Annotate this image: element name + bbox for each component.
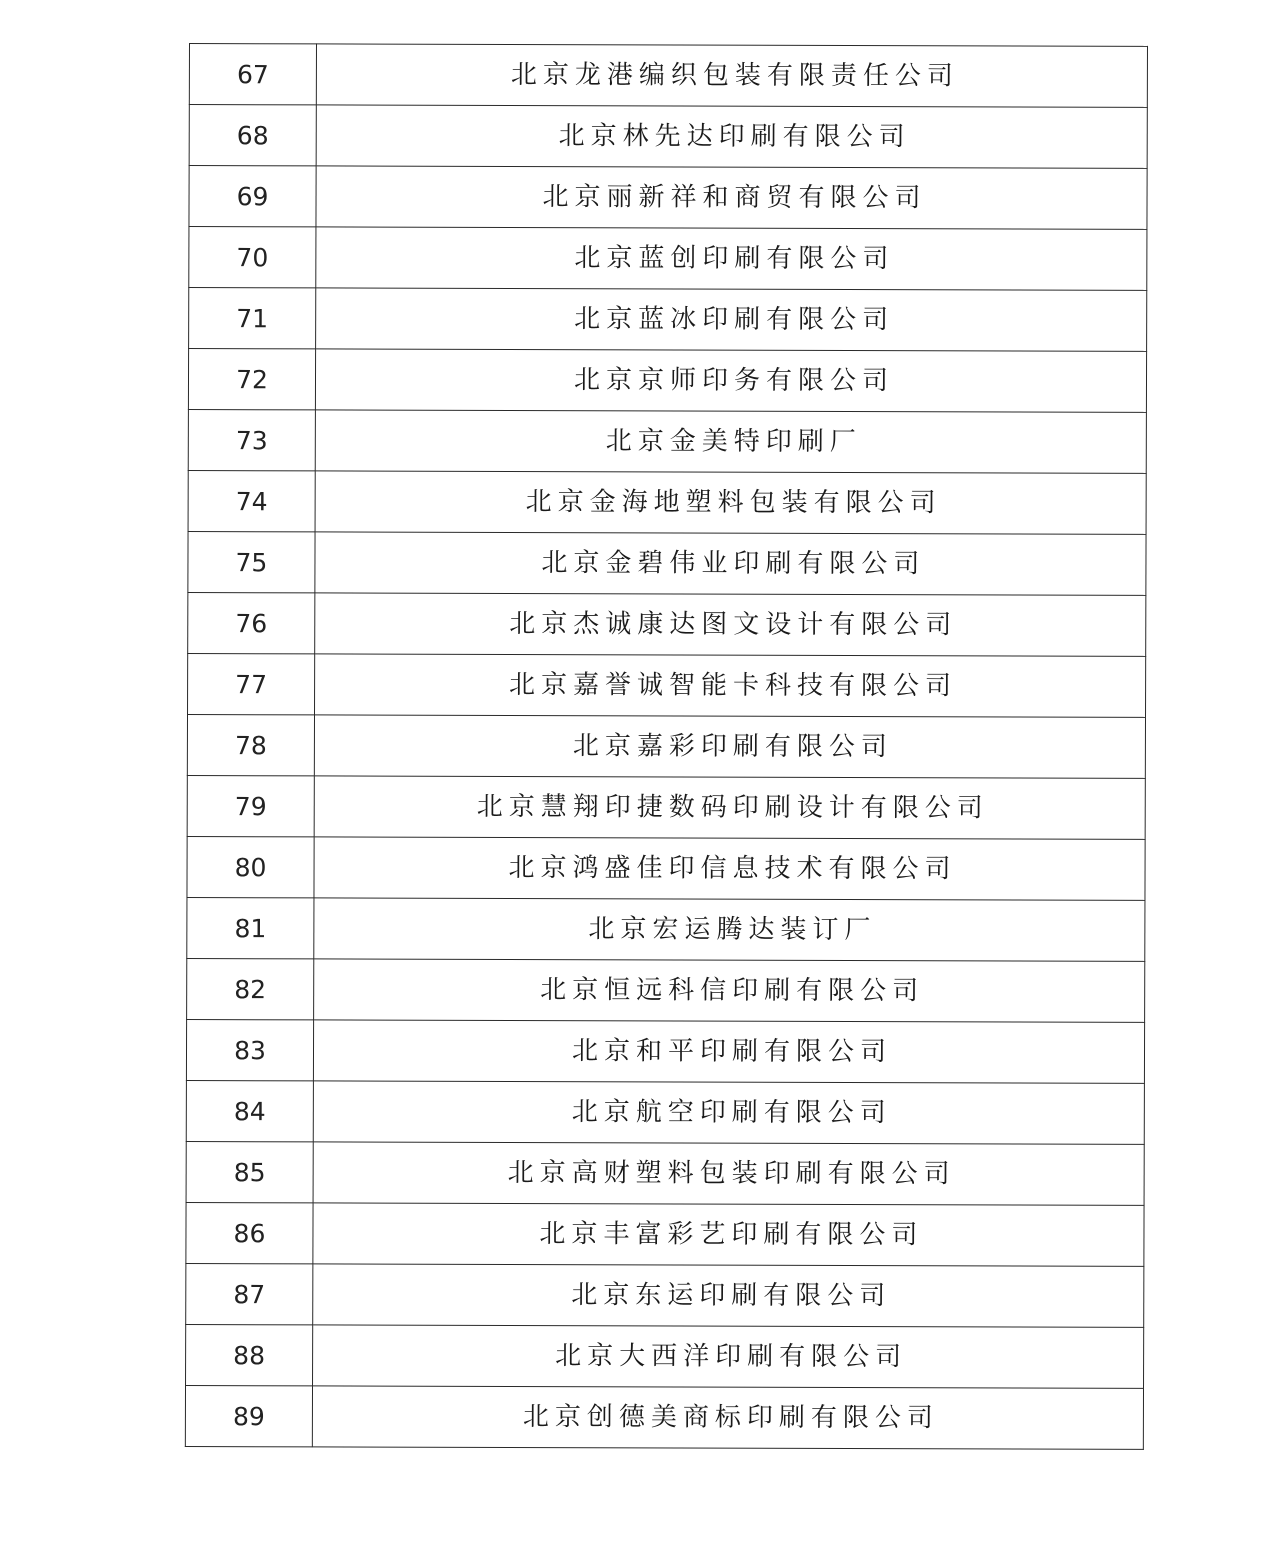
- row-number-cell: 86: [186, 1202, 313, 1263]
- table-row: [188, 592, 1146, 656]
- company-name-cell: 北京蓝冰印刷有限公司: [316, 288, 1147, 351]
- table-row: [188, 409, 1146, 473]
- table-row: [189, 105, 1147, 169]
- table-row: [185, 1385, 1143, 1449]
- table-row: [186, 1202, 1144, 1266]
- row-number-cell: 78: [187, 714, 314, 775]
- row-number-cell: 69: [189, 166, 316, 227]
- table-row: [186, 1080, 1144, 1144]
- row-number-cell: 68: [189, 105, 316, 166]
- table-row: [186, 1324, 1144, 1388]
- table-row: [188, 349, 1146, 413]
- company-name-cell: 北京和平印刷有限公司: [313, 1020, 1144, 1083]
- row-number-cell: 80: [187, 836, 314, 897]
- row-number-cell: 88: [186, 1324, 313, 1385]
- company-name-cell: 北京京师印务有限公司: [315, 349, 1146, 412]
- row-number-cell: 77: [188, 653, 315, 714]
- row-number-cell: 89: [185, 1385, 312, 1446]
- row-number-cell: 87: [186, 1263, 313, 1324]
- table-body: [185, 44, 1147, 1450]
- table-row: [189, 166, 1147, 230]
- row-number-cell: 79: [187, 775, 314, 836]
- company-name-cell: 北京金碧伟业印刷有限公司: [315, 532, 1146, 595]
- table-row: [187, 836, 1145, 900]
- row-number-cell: 75: [188, 531, 315, 592]
- table-row: [189, 288, 1147, 352]
- company-name-cell: 北京鸿盛佳印信息技术有限公司: [314, 837, 1145, 900]
- company-name-cell: 北京嘉彩印刷有限公司: [314, 715, 1145, 778]
- company-name-cell: 北京丰富彩艺印刷有限公司: [313, 1203, 1144, 1266]
- table-row: [186, 1141, 1144, 1205]
- row-number-cell: 83: [186, 1019, 313, 1080]
- table-row: [187, 714, 1145, 778]
- company-name-cell: 北京大西洋印刷有限公司: [313, 1325, 1144, 1388]
- company-name-cell: 北京创德美商标印刷有限公司: [312, 1386, 1143, 1449]
- row-number-cell: 82: [187, 958, 314, 1019]
- table-row: [187, 775, 1145, 839]
- row-number-cell: 85: [186, 1141, 313, 1202]
- company-name-cell: 北京金美特印刷厂: [315, 410, 1146, 473]
- company-name-cell: 北京高财塑料包装印刷有限公司: [313, 1142, 1144, 1205]
- company-name-cell: 北京恒远科信印刷有限公司: [314, 959, 1145, 1022]
- table-row: [187, 958, 1145, 1022]
- company-name-cell: 北京蓝创印刷有限公司: [316, 227, 1147, 290]
- row-number-cell: 70: [189, 227, 316, 288]
- table-row: [187, 897, 1145, 961]
- company-name-cell: 北京嘉誉诚智能卡科技有限公司: [315, 654, 1146, 717]
- row-number-cell: 74: [188, 470, 315, 531]
- company-name-cell: 北京宏运腾达装订厂: [314, 898, 1145, 961]
- company-name-cell: 北京杰诚康达图文设计有限公司: [315, 593, 1146, 656]
- row-number-cell: 67: [189, 44, 316, 105]
- table-row: [188, 653, 1146, 717]
- company-name-cell: 北京林先达印刷有限公司: [316, 105, 1147, 168]
- row-number-cell: 72: [188, 349, 315, 410]
- company-name-cell: 北京慧翔印捷数码印刷设计有限公司: [314, 776, 1145, 839]
- company-name-cell: 北京航空印刷有限公司: [313, 1081, 1144, 1144]
- table-row: [186, 1263, 1144, 1327]
- row-number-cell: 73: [188, 409, 315, 470]
- table-row: [188, 470, 1146, 534]
- table-row: [186, 1019, 1144, 1083]
- company-name-cell: 北京东运印刷有限公司: [313, 1264, 1144, 1327]
- table-row: [189, 227, 1147, 291]
- table-row: [188, 531, 1146, 595]
- table-row: [189, 44, 1147, 108]
- row-number-cell: 81: [187, 897, 314, 958]
- row-number-cell: 71: [189, 288, 316, 349]
- company-name-cell: 北京丽新祥和商贸有限公司: [316, 166, 1147, 229]
- row-number-cell: 84: [186, 1080, 313, 1141]
- company-name-cell: 北京龙港编织包装有限责任公司: [316, 44, 1147, 107]
- company-name-cell: 北京金海地塑料包装有限公司: [315, 471, 1146, 534]
- company-list-table: [185, 43, 1148, 1450]
- row-number-cell: 76: [188, 592, 315, 653]
